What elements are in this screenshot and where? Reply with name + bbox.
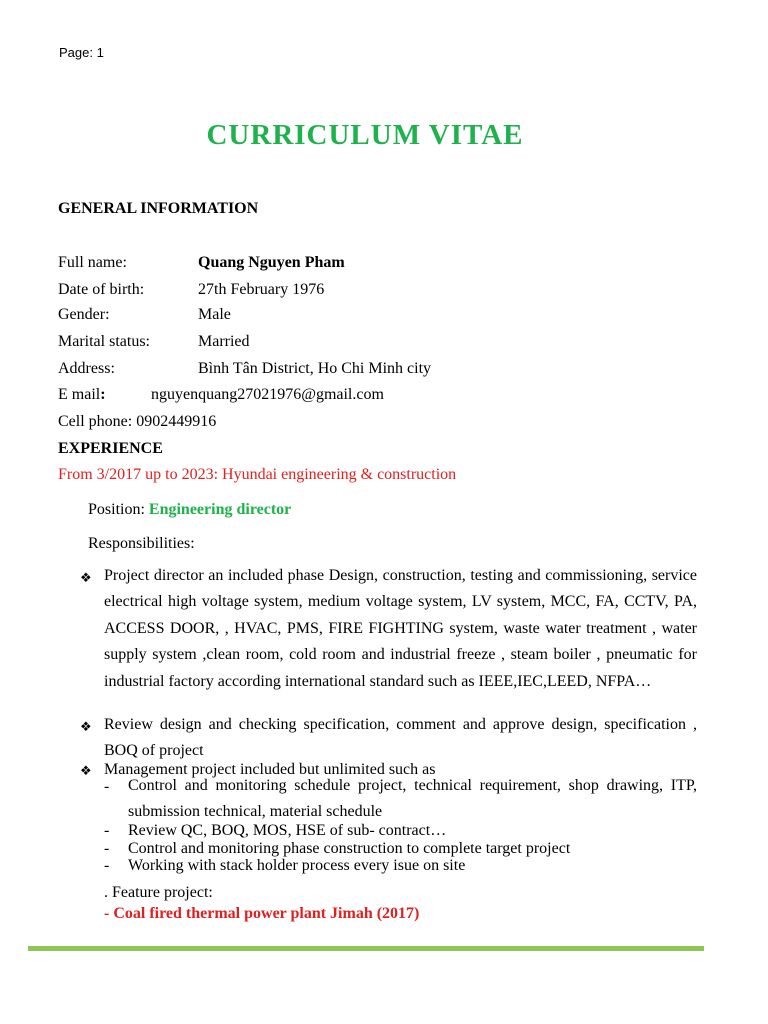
dob-label: Date of birth: xyxy=(58,281,145,298)
position-value: Engineering director xyxy=(148,501,292,518)
dash-bullet-icon: - xyxy=(104,857,110,874)
sub-item: Working with stack holder process every isue on site xyxy=(128,857,466,874)
gender-label: Gender: xyxy=(58,306,110,323)
diamond-bullet-icon: ❖ xyxy=(80,763,92,778)
marital-status-label: Marital status: xyxy=(58,333,150,350)
feature-project-item: - Coal fired thermal power plant Jimah (2017) xyxy=(104,905,420,922)
page-label: Page: 1 xyxy=(59,45,104,60)
address-value: Bình Tân District, Ho Chi Minh city xyxy=(198,360,432,377)
sub-item: Review QC, BOQ, MOS, HSE of sub- contract… xyxy=(128,822,447,839)
experience-period: From 3/2017 up to 2023: Hyundai engineering & construction xyxy=(58,466,457,483)
email-label-text: E mail xyxy=(58,386,101,403)
email-value: nguyenquang27021976@gmail.com xyxy=(151,386,384,403)
sub-item: Control and monitoring schedule project, technical requirement, shop drawing, ITP, submission technical, material schedule xyxy=(128,777,697,821)
full-name-label: Full name: xyxy=(58,254,127,271)
experience-heading: EXPERIENCE xyxy=(58,440,163,457)
full-name-value: Quang Nguyen Pham xyxy=(198,254,345,271)
responsibility-item: Management project included but unlimited such as xyxy=(104,761,436,778)
responsibility-item: Review design and checking specification, comment and approve design, specification , BOQ of project xyxy=(104,716,697,760)
responsibility-item: Project director an included phase Design, construction, testing and commissioning, service electrical high voltage system, medium voltage system, LV system, MCC, FA, CCTV, PA, ACCESS DOOR, , HVAC, PMS, FIRE FIGHTING system, waste water treatment , water supply system ,clean room, cold room and industrial freeze , steam boiler , pneumatic for industrial factory according international standard such as IEEE,IEC,LEED, NFPA… xyxy=(104,567,697,690)
marital-status-value: Married xyxy=(198,333,250,350)
position-line xyxy=(88,501,291,519)
dash-bullet-icon: - xyxy=(104,822,110,839)
diamond-bullet-icon: ❖ xyxy=(80,570,92,585)
document-title: CURRICULUM VITAE xyxy=(206,119,524,151)
footer-divider xyxy=(28,946,704,951)
email-label xyxy=(58,386,106,404)
position-label: Position: xyxy=(88,501,149,518)
dob-value: 27th February 1976 xyxy=(198,281,325,298)
feature-project-label: . Feature project: xyxy=(104,884,213,901)
address-label: Address: xyxy=(58,360,115,377)
responsibilities-label: Responsibilities: xyxy=(88,535,195,552)
sub-item: Control and monitoring phase construction to complete target project xyxy=(128,840,571,857)
general-information-heading: GENERAL INFORMATION xyxy=(58,200,259,217)
email-label-colon: : xyxy=(100,386,106,403)
gender-value: Male xyxy=(198,306,231,323)
cell-phone: Cell phone: 0902449916 xyxy=(58,413,217,430)
dash-bullet-icon: - xyxy=(104,840,110,857)
dash-bullet-icon: - xyxy=(104,778,110,795)
diamond-bullet-icon: ❖ xyxy=(80,719,92,734)
